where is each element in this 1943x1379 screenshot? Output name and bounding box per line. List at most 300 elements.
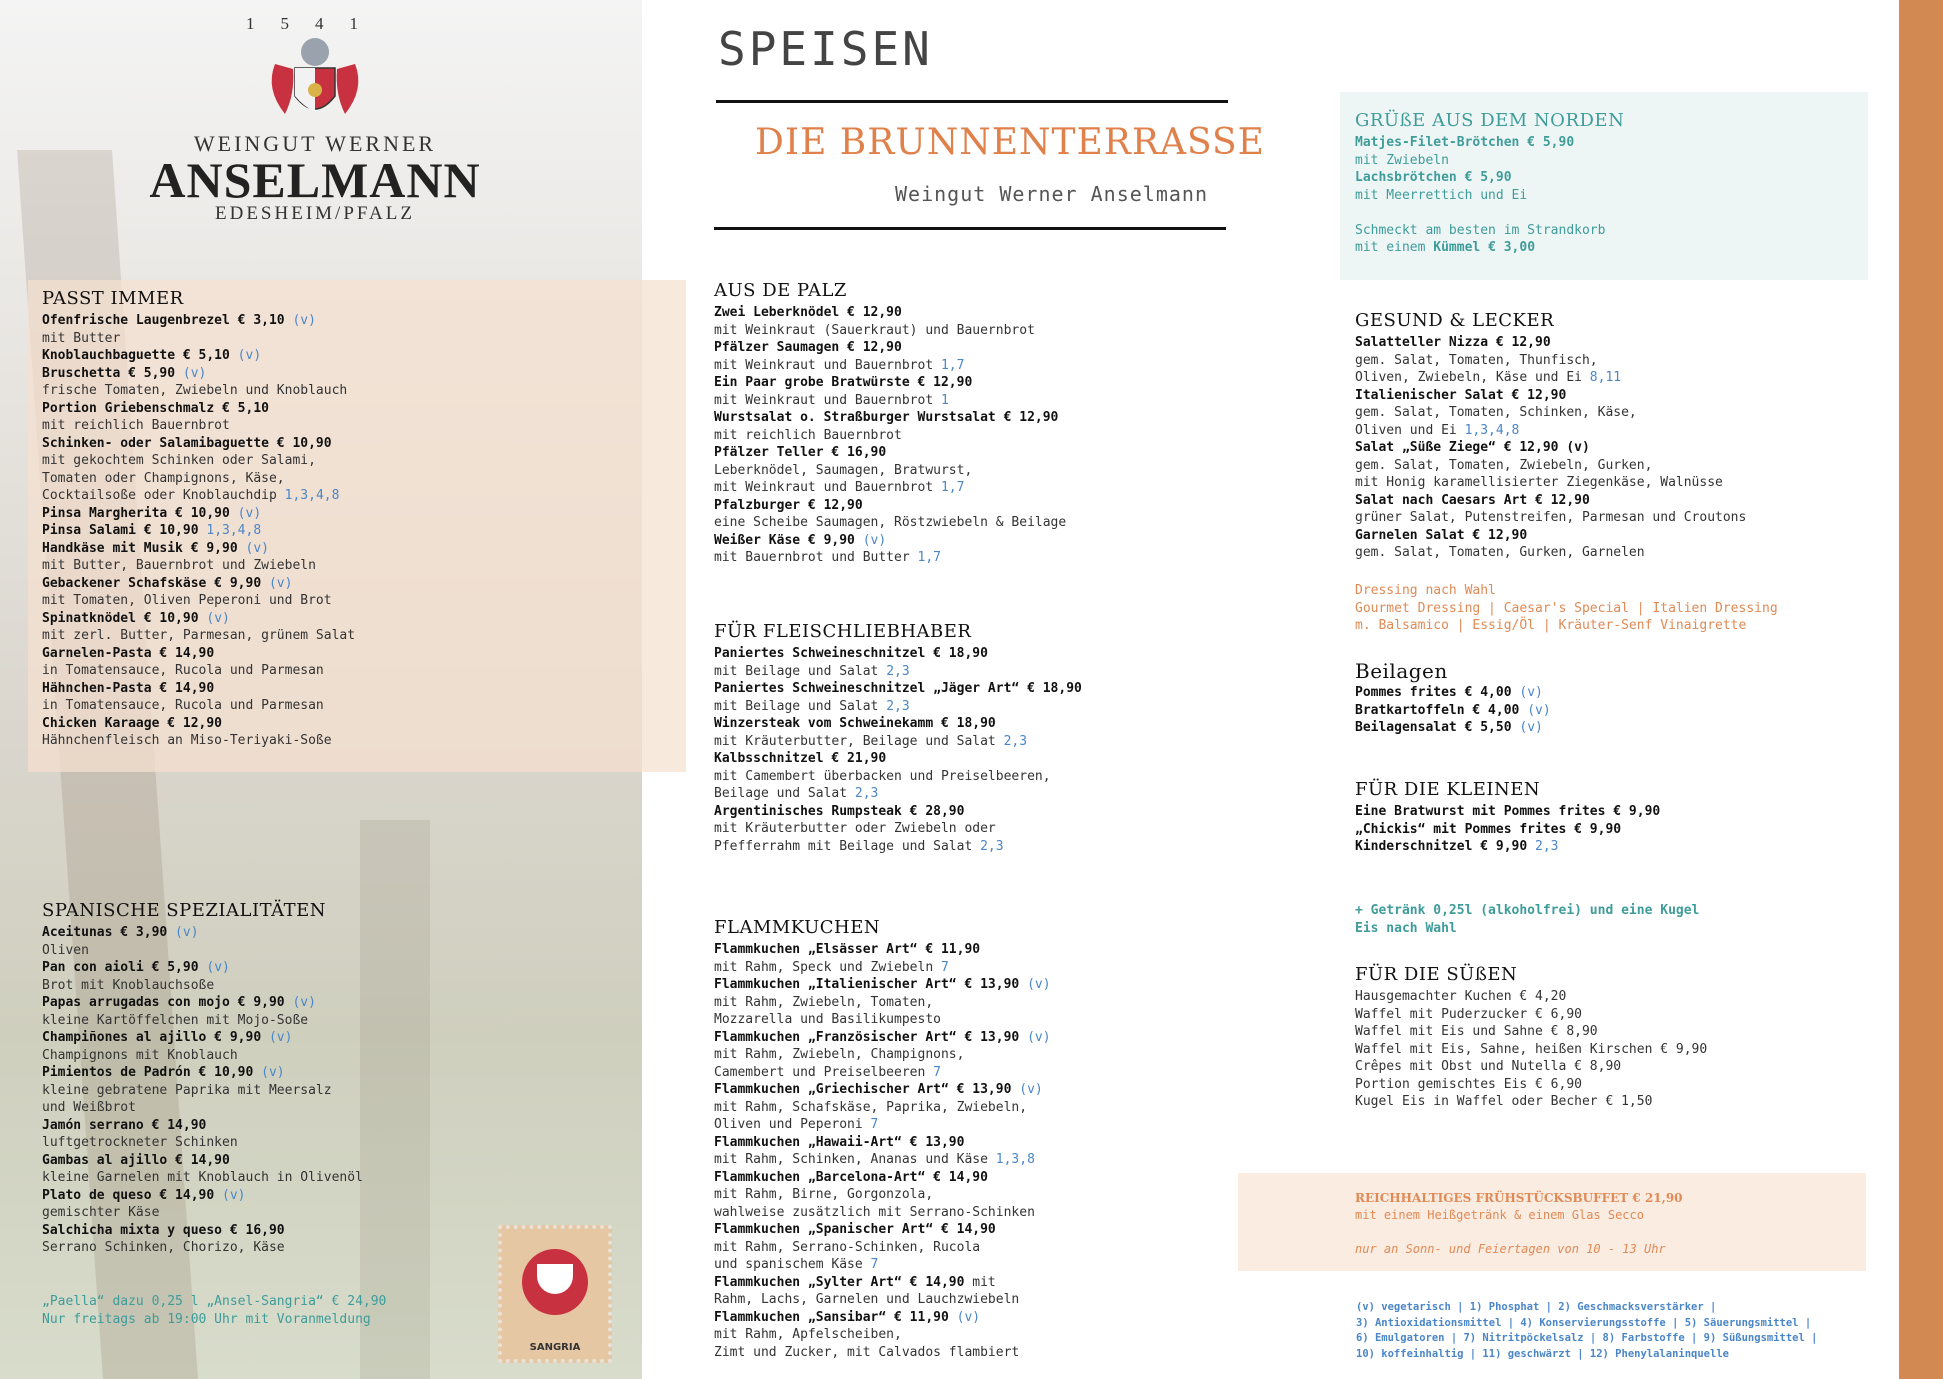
dish-name: Flammkuchen „Barcelona-Art“ € 14,90 xyxy=(714,1169,988,1185)
dish-name: Beilagensalat € 5,50 xyxy=(1355,720,1512,735)
menu-line xyxy=(42,732,355,750)
menu-line xyxy=(714,1256,1051,1274)
menu-line xyxy=(42,1082,363,1100)
menu-line xyxy=(1355,334,1746,352)
allergen-code: 7 xyxy=(862,1117,879,1132)
dish-description: mit Rahm, Serrano-Schinken, Rucola xyxy=(714,1239,981,1255)
dish-description: mit Rahm, Speck und Zwiebeln xyxy=(714,959,934,975)
dish-description: gem. Salat, Tomaten, Gurken, Garnelen xyxy=(1355,545,1645,560)
legend-line: 6) Emulgatoren | 7) Nitritpöckelsalz | 8) Farbstoffe | 9) Süßungsmittel | xyxy=(1356,1332,1818,1344)
dish-name: Pan con aioli € 5,90 xyxy=(42,960,199,975)
fruehstueck-info xyxy=(1355,1190,1683,1258)
menu-line xyxy=(714,803,1082,821)
allergen-code: 8,11 xyxy=(1581,370,1622,385)
menu-line xyxy=(714,497,1066,515)
paella-note-line: Nur freitags ab 19:00 Uhr mit Voranmeldung xyxy=(42,1311,371,1327)
dressing-line: Dressing nach Wahl xyxy=(1355,583,1496,598)
menu-line xyxy=(42,1099,363,1117)
dish-description: mit gekochtem Schinken oder Salami, xyxy=(42,453,316,468)
dish-description: Hähnchenfleisch an Miso-Teriyaki-Soße xyxy=(42,733,332,748)
dish-name: Bruschetta € 5,90 xyxy=(42,365,176,381)
menu-line xyxy=(714,322,1066,340)
menu-line xyxy=(714,976,1051,994)
allergen-code: 1,7 xyxy=(909,550,941,565)
dish-description: Tomaten oder Champignons, Käse, xyxy=(42,470,285,486)
restaurant-subtitle: Weingut Werner Anselmann xyxy=(895,182,1208,206)
menu-line xyxy=(42,505,355,523)
menu-line xyxy=(714,1221,1051,1239)
menu-line xyxy=(714,715,1082,733)
allergen-code: (v) xyxy=(1019,977,1051,992)
dish-name: Kalbsschnitzel € 21,90 xyxy=(714,751,887,766)
kids-note-line: + Getränk 0,25l (alkoholfrei) und eine Kugel xyxy=(1355,903,1700,918)
dish-name: Pinsa Margherita € 10,90 xyxy=(42,505,230,521)
dish-name: Handkäse mit Musik € 9,90 xyxy=(42,540,238,556)
dish-name: Spinatknödel € 10,90 xyxy=(42,610,199,626)
menu-line xyxy=(1355,152,1624,170)
note-text xyxy=(1355,205,1363,220)
menu-line xyxy=(714,1029,1051,1047)
menu-line xyxy=(714,680,1082,698)
dish-description: mit Kräuterbutter, Beilage und Salat xyxy=(714,733,996,749)
dish-name: Bratkartoffeln € 4,00 xyxy=(1355,702,1520,718)
menu-line xyxy=(1355,509,1746,527)
allergen-code: 2,3 xyxy=(878,663,910,679)
menu-line xyxy=(714,427,1066,445)
dish-description: mit Weinkraut und Bauernbrot xyxy=(714,392,934,408)
dish-name: Champiñones al ajillo € 9,90 xyxy=(42,1030,262,1045)
menu-line xyxy=(714,663,1082,681)
dish-name: Flammkuchen „Sylter Art“ € 14,90 xyxy=(714,1274,965,1290)
menu-line xyxy=(1355,369,1746,387)
menu-line xyxy=(714,768,1082,786)
dish-description: mit Rahm, Birne, Gorgonzola, xyxy=(714,1187,934,1202)
menu-line xyxy=(42,522,355,540)
menu-line xyxy=(714,392,1066,410)
dish-description: mit reichlich Bauernbrot xyxy=(714,427,902,443)
dish-description: Waffel mit Eis und Sahne € 8,90 xyxy=(1355,1024,1598,1039)
menu-line xyxy=(1355,457,1746,475)
dish-description: mit xyxy=(964,1274,996,1290)
dish-name: Eine Bratwurst mit Pommes frites € 9,90 xyxy=(1355,804,1661,819)
allergen-code: 2,3 xyxy=(972,838,1004,854)
menu-line xyxy=(1355,169,1624,187)
dressing-line: m. Balsamico | Essig/Öl | Kräuter-Senf Vinaigrette xyxy=(1355,618,1747,633)
section-heading: AUS DE PALZ xyxy=(714,280,847,301)
dish-name: Plato de queso € 14,90 xyxy=(42,1187,215,1203)
dish-name: Salatteller Nizza € 12,90 xyxy=(1355,335,1551,350)
menu-line xyxy=(714,409,1066,427)
menu-line xyxy=(42,1239,363,1257)
section-fuer-die-kleinen xyxy=(1355,779,1660,856)
menu-line xyxy=(714,1116,1051,1134)
section-gesund-lecker xyxy=(1355,310,1746,562)
section-heading: FÜR FLEISCHLIEBHABER xyxy=(714,621,972,642)
allergen-code: (v) xyxy=(214,1187,246,1203)
dish-description: mit Rahm, Zwiebeln, Champignons, xyxy=(714,1047,965,1062)
dish-description: Cocktailsoße oder Knoblauchdip xyxy=(42,488,277,503)
note-text: mit Zwiebeln xyxy=(1355,152,1449,168)
paella-note-line: „Paella“ dazu 0,25 l „Ansel-Sangria“ € 24,90 xyxy=(42,1294,387,1309)
menu-line xyxy=(42,627,355,645)
menu-line xyxy=(42,452,355,470)
section-gruesse-aus-dem-norden xyxy=(1355,110,1624,257)
divider xyxy=(716,100,1228,103)
dish-description: frische Tomaten, Zwiebeln und Knoblauch xyxy=(42,383,348,398)
dish-description: Rahm, Lachs, Garnelen und Lauchzwiebeln xyxy=(714,1292,1020,1307)
menu-line xyxy=(42,487,355,505)
menu-line xyxy=(42,470,355,488)
allergen-code: 2,3 xyxy=(878,698,910,714)
allergen-code: 1,7 xyxy=(933,480,965,495)
allergen-code: (v) xyxy=(175,365,207,381)
section-beilagen xyxy=(1355,660,1551,737)
dish-description: mit Camembert überbacken und Preiselbeeren, xyxy=(714,768,1051,784)
menu-line xyxy=(42,575,355,593)
section-flammkuchen xyxy=(714,917,1051,1361)
menu-line xyxy=(714,1291,1051,1309)
allergen-code: (v) xyxy=(854,532,887,548)
dish-description: mit Honig karamellisierter Ziegenkäse, Walnüsse xyxy=(1355,475,1723,490)
dish-name: Salat nach Caesars Art € 12,90 xyxy=(1355,492,1590,508)
menu-line xyxy=(1355,821,1660,839)
dressing-line: Gourmet Dressing | Caesar's Special | Italien Dressing xyxy=(1355,600,1778,616)
dish-description: mit Butter xyxy=(42,330,121,346)
menu-line xyxy=(1355,803,1660,821)
allergen-code: (v) xyxy=(229,505,262,521)
menu-line xyxy=(42,1047,363,1065)
menu-line xyxy=(714,1274,1051,1292)
dish-name: Pommes frites € 4,00 xyxy=(1355,685,1512,700)
menu-line xyxy=(1355,474,1746,492)
menu-line xyxy=(42,1204,363,1222)
dish-name: Gebackener Schafskäse € 9,90 xyxy=(42,575,262,591)
dish-name: Weißer Käse € 9,90 xyxy=(714,532,855,548)
menu-line xyxy=(42,1012,363,1030)
note-text: mit einem xyxy=(1355,240,1434,255)
dish-description: mit Rahm, Zwiebeln, Tomaten, xyxy=(714,994,934,1010)
dish-description: Mozzarella und Basilikumpesto xyxy=(714,1012,941,1027)
dish-name: Flammkuchen „Sansibar“ € 11,90 xyxy=(714,1309,949,1325)
menu-line xyxy=(714,444,1066,462)
kids-note-line: Eis nach Wahl xyxy=(1355,920,1457,936)
dish-name: Flammkuchen „Italienischer Art“ € 13,90 xyxy=(714,977,1020,992)
dish-description: gemischter Käse xyxy=(42,1205,160,1220)
dish-description: mit Rahm, Apfelscheiben, xyxy=(714,1327,902,1342)
menu-line xyxy=(1355,439,1746,457)
dish-name: Winzersteak vom Schweinekamm € 18,90 xyxy=(714,716,996,731)
dish-name: „Chickis“ mit Pommes frites € 9,90 xyxy=(1355,821,1622,837)
menu-line xyxy=(714,1064,1051,1082)
menu-line xyxy=(714,838,1082,856)
dish-description: luftgetrockneter Schinken xyxy=(42,1135,238,1150)
section-heading: FÜR DIE KLEINEN xyxy=(1355,779,1541,800)
menu-line xyxy=(42,610,355,628)
menu-line xyxy=(714,1011,1051,1029)
restaurant-name: DIE BRUNNENTERRASSE xyxy=(755,122,1265,163)
divider xyxy=(714,227,1226,230)
menu-line xyxy=(42,592,355,610)
dish-description: Brot mit Knoblauchsoße xyxy=(42,977,215,993)
coat-of-arms-icon xyxy=(255,34,375,129)
logo-line-3: EDESHEIM/PFALZ xyxy=(215,203,415,224)
dish-name: Flammkuchen „Griechischer Art“ € 13,90 xyxy=(714,1082,1012,1097)
dish-name: Paniertes Schweineschnitzel € 18,90 xyxy=(714,646,988,661)
menu-line xyxy=(42,697,355,715)
dish-description: mit Kräuterbutter oder Zwiebeln oder xyxy=(714,821,996,836)
menu-line xyxy=(714,698,1082,716)
menu-line xyxy=(1355,527,1746,545)
section-heading: PASST IMMER xyxy=(42,288,184,309)
menu-line xyxy=(42,645,355,663)
allergen-code: (v) xyxy=(1019,1029,1051,1045)
dish-description: mit Weinkraut (Sauerkraut) und Bauernbrot xyxy=(714,322,1035,338)
dish-name: Pfälzer Teller € 16,90 xyxy=(714,445,887,460)
dish-name: Zwei Leberknödel € 12,90 xyxy=(714,305,902,320)
dish-description: und Weißbrot xyxy=(42,1100,136,1115)
menu-line xyxy=(42,1187,363,1205)
dish-name: Flammkuchen „Hawaii-Art“ € 13,90 xyxy=(714,1134,965,1150)
menu-line xyxy=(714,549,1066,567)
allergen-code: 1,3,4,8 xyxy=(276,488,340,503)
menu-line xyxy=(42,1029,363,1047)
menu-line xyxy=(42,557,355,575)
dish-description: Oliven, Zwiebeln, Käse und Ei xyxy=(1355,370,1582,385)
dish-description: gem. Salat, Tomaten, Thunfisch, xyxy=(1355,352,1598,368)
dish-description: Hausgemachter Kuchen € 4,20 xyxy=(1355,989,1567,1004)
dish-name: Salchicha mixta y queso € 16,90 xyxy=(42,1222,285,1238)
allergen-code: (v) xyxy=(284,995,316,1010)
allergen-code: (v) xyxy=(237,540,269,556)
allergen-code: (v) xyxy=(198,610,230,626)
menu-line xyxy=(42,382,355,400)
menu-line xyxy=(1355,222,1624,240)
menu-line xyxy=(1355,1093,1707,1111)
dish-name: Pimientos de Padrón € 10,90 xyxy=(42,1065,254,1080)
dish-description: Oliven xyxy=(42,942,89,958)
menu-line xyxy=(714,304,1066,322)
allergen-code: (v) xyxy=(1511,685,1543,700)
section-heading: GESUND & LECKER xyxy=(1355,310,1555,331)
section-aus-de-palz xyxy=(714,280,1066,567)
menu-line xyxy=(714,750,1082,768)
dish-description: Crêpes mit Obst und Nutella € 8,90 xyxy=(1355,1059,1622,1074)
dish-name: Flammkuchen „Spanischer Art“ € 14,90 xyxy=(714,1222,996,1237)
menu-line xyxy=(714,1344,1051,1362)
menu-line xyxy=(42,977,363,995)
dish-name: Chicken Karaage € 12,90 xyxy=(42,715,223,731)
menu-line xyxy=(1355,422,1746,440)
note-text: mit Meerrettich und Ei xyxy=(1355,187,1528,203)
note-text: Schmeckt am besten im Strandkorb xyxy=(1355,222,1606,238)
allergen-code: (v) xyxy=(229,348,262,363)
page-title: SPEISEN xyxy=(718,22,933,76)
section-passt-immer xyxy=(42,288,355,750)
dish-description: kleine gebratene Paprika mit Meersalz xyxy=(42,1082,332,1098)
allergen-code: 7 xyxy=(933,959,949,975)
dish-description: Zimt und Zucker, mit Calvados flambiert xyxy=(714,1344,1020,1360)
menu-line xyxy=(1355,1023,1707,1041)
menu-line xyxy=(42,994,363,1012)
legend-line: 10) koffeinhaltig | 11) geschwärzt | 12) Phenylalaninquelle xyxy=(1356,1347,1729,1360)
menu-line xyxy=(42,435,355,453)
dish-name: Gambas al ajillo € 14,90 xyxy=(42,1152,230,1168)
dish-description: Waffel mit Puderzucker € 6,90 xyxy=(1355,1006,1582,1022)
dish-description: Serrano Schinken, Chorizo, Käse xyxy=(42,1240,285,1255)
allergen-code: (v) xyxy=(198,960,230,975)
menu-line xyxy=(42,400,355,418)
menu-line xyxy=(1355,239,1624,257)
menu-line xyxy=(1355,134,1624,152)
dish-name: Flammkuchen „Elsässer Art“ € 11,90 xyxy=(714,942,981,957)
dish-name: Paniertes Schweineschnitzel „Jäger Art“ € 18,90 xyxy=(714,681,1082,696)
menu-line xyxy=(714,645,1082,663)
dish-name: Matjes-Filet-Brötchen € 5,90 xyxy=(1355,135,1575,150)
menu-line xyxy=(42,1169,363,1187)
dish-description: Oliven und Peperoni xyxy=(714,1117,863,1132)
logo-year: 1541 xyxy=(246,14,384,33)
menu-line xyxy=(1355,187,1624,205)
allergen-legend xyxy=(1356,1300,1817,1362)
menu-line xyxy=(714,941,1051,959)
stamp-label: SANGRIA xyxy=(529,1342,581,1353)
menu-line xyxy=(42,959,363,977)
allergen-code: 2,3 xyxy=(995,733,1028,749)
menu-line xyxy=(1355,1006,1707,1024)
section-heading: Beilagen xyxy=(1355,659,1448,683)
sangria-stamp xyxy=(498,1225,612,1363)
allergen-code: (v) xyxy=(261,1030,293,1045)
menu-line xyxy=(42,1064,363,1082)
dish-description: grüner Salat, Putenstreifen, Parmesan und Croutons xyxy=(1355,510,1747,525)
dish-description: mit Rahm, Schafskäse, Paprika, Zwiebeln, xyxy=(714,1099,1028,1115)
menu-line xyxy=(714,1309,1051,1327)
dish-name: Pinsa Salami € 10,90 xyxy=(42,523,199,538)
dish-description: mit Weinkraut und Bauernbrot xyxy=(714,480,934,495)
logo-line-2: ANSELMANN xyxy=(149,152,481,208)
menu-line xyxy=(1355,838,1660,856)
dish-description: gem. Salat, Tomaten, Schinken, Käse, xyxy=(1355,405,1637,420)
fruehstueck-line: mit einem Heißgetränk & einem Glas Secco xyxy=(1355,1208,1644,1222)
menu-line xyxy=(714,462,1066,480)
dish-name: Pfalzburger € 12,90 xyxy=(714,497,863,513)
menu-line xyxy=(714,357,1066,375)
allergen-code: (v) xyxy=(1511,720,1543,735)
dish-name: Jamón serrano € 14,90 xyxy=(42,1117,207,1133)
dish-description: Oliven und Ei xyxy=(1355,422,1457,438)
allergen-code: (v) xyxy=(1519,702,1551,718)
menu-line xyxy=(42,942,363,960)
dish-description: in Tomatensauce, Rucola und Parmesan xyxy=(42,698,324,713)
kids-drink-note xyxy=(1355,902,1699,937)
dish-description: mit zerl. Butter, Parmesan, grünem Salat xyxy=(42,628,356,643)
dish-name: Ein Paar grobe Bratwürste € 12,90 xyxy=(714,375,973,390)
spacer xyxy=(1355,1224,1683,1241)
allergen-code: 7 xyxy=(862,1257,879,1272)
menu-line xyxy=(714,733,1082,751)
menu-line xyxy=(714,1326,1051,1344)
dish-description: und spanischem Käse xyxy=(714,1257,863,1272)
allergen-code: (v) xyxy=(261,575,293,591)
dish-name: Portion Griebenschmalz € 5,10 xyxy=(42,400,269,416)
menu-line xyxy=(714,1186,1051,1204)
menu-line xyxy=(1355,988,1707,1006)
dish-description: Portion gemischtes Eis € 6,90 xyxy=(1355,1076,1582,1092)
allergen-code: (v) xyxy=(948,1309,981,1325)
allergen-code: 1,7 xyxy=(933,357,965,373)
fruehstueck-title: REICHHALTIGES FRÜHSTÜCKSBUFFET € 21,90 xyxy=(1355,1191,1683,1205)
menu-line xyxy=(714,820,1082,838)
menu-line xyxy=(42,540,355,558)
menu-line xyxy=(1355,1076,1707,1094)
dish-name: Lachsbrötchen € 5,90 xyxy=(1355,170,1512,185)
dish-description: Waffel mit Eis, Sahne, heißen Kirschen € 9,90 xyxy=(1355,1041,1708,1057)
menu-line xyxy=(714,1046,1051,1064)
dish-name: Kinderschnitzel € 9,90 xyxy=(1355,839,1528,854)
logo-line-1: WEINGUT WERNER xyxy=(193,131,437,156)
dish-description: Beilage und Salat xyxy=(714,786,848,801)
dish-description: mit Beilage und Salat xyxy=(714,698,879,714)
menu-line xyxy=(714,959,1051,977)
menu-line xyxy=(714,479,1066,497)
menu-line xyxy=(42,347,355,365)
menu-line xyxy=(714,1081,1051,1099)
menu-line xyxy=(42,662,355,680)
dish-name: Aceitunas € 3,90 xyxy=(42,925,168,940)
menu-line xyxy=(42,1222,363,1240)
dish-description: Kugel Eis in Waffel oder Becher € 1,50 xyxy=(1355,1094,1653,1109)
menu-line xyxy=(714,374,1066,392)
menu-line xyxy=(1355,204,1624,222)
legend-line: (v) vegetarisch | 1) Phosphat | 2) Geschmacksverstärker | xyxy=(1356,1301,1717,1313)
menu-line xyxy=(714,514,1066,532)
allergen-code: 2,3 xyxy=(1527,839,1559,854)
menu-line xyxy=(42,312,355,330)
menu-line xyxy=(42,924,363,942)
dish-description: wahlweise zusätzlich mit Serrano-Schinken xyxy=(714,1204,1035,1220)
allergen-code: 1,3,4,8 xyxy=(198,523,262,538)
dish-description: mit Rahm, Schinken, Ananas und Käse xyxy=(714,1152,996,1167)
menu-line xyxy=(1355,404,1746,422)
dish-description: kleine Kartöffelchen mit Mojo-Soße xyxy=(42,1012,309,1028)
menu-line xyxy=(714,1099,1051,1117)
section-fuer-die-suessen xyxy=(1355,964,1707,1111)
dish-name: Ofenfrische Laugenbrezel € 3,10 xyxy=(42,313,285,328)
dish-description: eine Scheibe Saumagen, Röstzwiebeln & Beilage xyxy=(714,515,1067,530)
dish-name: Pfälzer Saumagen € 12,90 xyxy=(714,340,902,355)
allergen-code: 2,3 xyxy=(847,786,879,801)
menu-line xyxy=(1355,702,1551,720)
menu-line xyxy=(1355,492,1746,510)
allergen-code: 1 xyxy=(933,392,949,408)
paella-note xyxy=(42,1293,386,1328)
dish-description: mit Weinkraut und Bauernbrot xyxy=(714,357,934,373)
dish-name: Papas arrugadas con mojo € 9,90 xyxy=(42,995,285,1010)
dish-name: Knoblauchbaguette € 5,10 xyxy=(42,348,230,363)
allergen-code: 1,3,8 xyxy=(995,1152,1035,1167)
menu-line xyxy=(42,1117,363,1135)
side-accent-bar xyxy=(1899,0,1943,1379)
allergen-code: (v) xyxy=(284,313,316,328)
menu-line xyxy=(42,417,355,435)
winery-logo xyxy=(140,14,490,225)
menu-line xyxy=(42,1152,363,1170)
dish-description: in Tomatensauce, Rucola und Parmesan xyxy=(42,663,324,678)
section-heading: FÜR DIE SÜßEN xyxy=(1355,964,1518,985)
menu-line xyxy=(42,330,355,348)
menu-line xyxy=(714,1169,1051,1187)
dish-description: mit Bauernbrot und Butter xyxy=(714,550,910,565)
